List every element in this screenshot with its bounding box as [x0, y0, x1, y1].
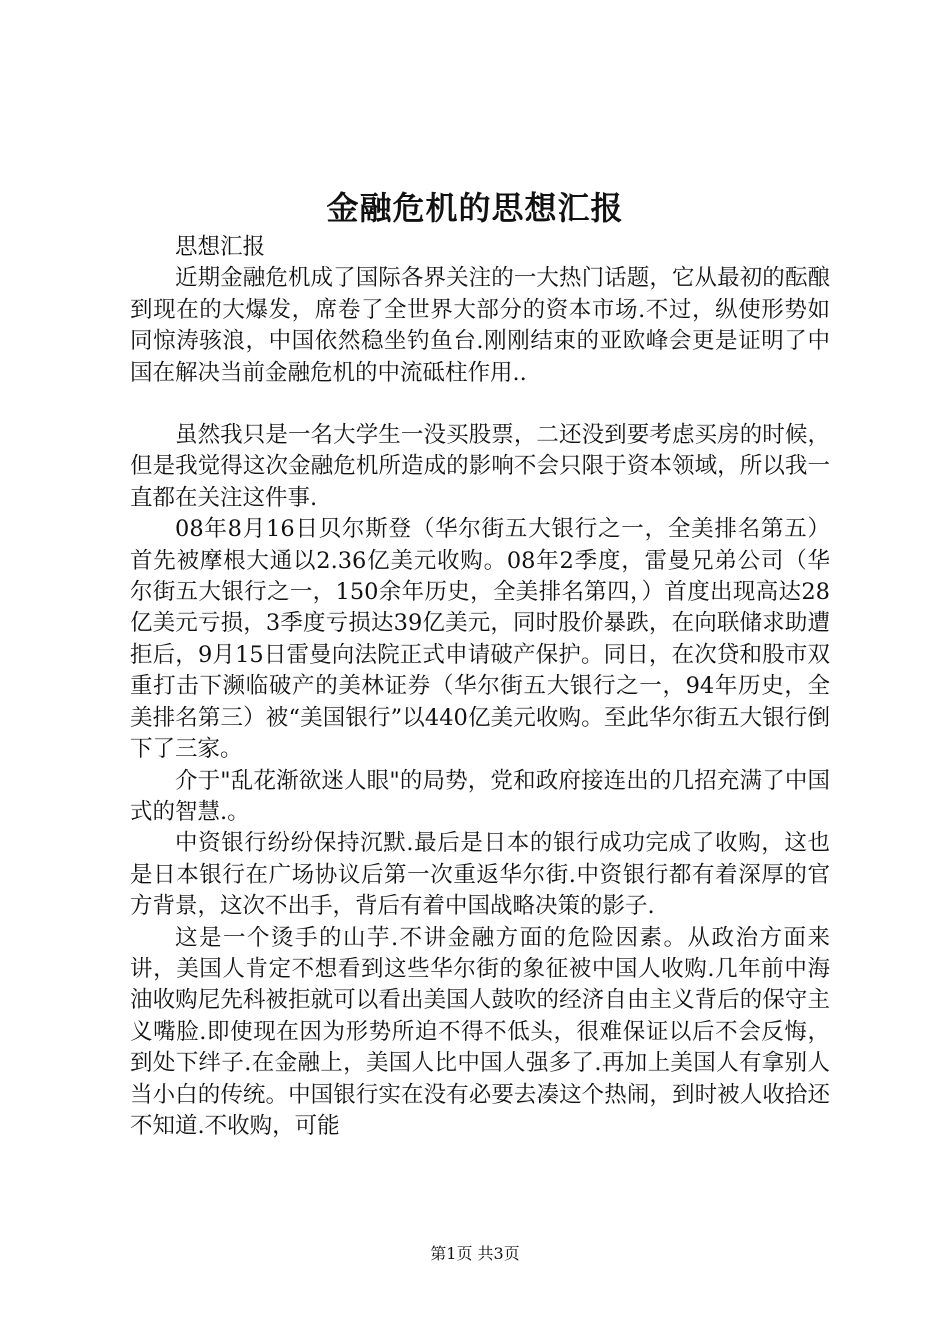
paragraph: 中资银行纷纷保持沉默.最后是日本的银行成功完成了收购，这也是日本银行在广场协议后第一次重返华尔街.中资银行都有着深厚的官方背景，这次不出手，背后有着中国战略决策的影子. [130, 830, 830, 920]
document-title: 金融危机的思想汇报 [326, 189, 624, 227]
paragraph: 08年8月16日贝尔斯登（华尔街五大银行之一，全美排名第五）首先被摩根大通以2.36亿美元收购。08年2季度，雷曼兄弟公司（华尔街五大银行之一，150余年历史，全美排名第四，）首度出现高达28亿美元亏损，3季度亏损达39亿美元，同时股价暴跌，在向联储求助遭拒后，9月15日雷曼向法院正式申请破产保护。同日，在次贷和股市双重打击下濒临破产的美林证券（华尔街五大银行之一，94年历史，全美排名第三）被“美国银行”以440亿美元收购。至此华尔街五大银行倒下了三家。 [130, 516, 830, 763]
paragraph: 近期金融危机成了国际各界关注的一大热门话题，它从最初的酝酿到现在的大爆发，席卷了全世界大部分的资本市场.不过，纵使形势如同惊涛骇浪，中国依然稳坐钓鱼台.刚刚结束的亚欧峰会更是证明了中国在解决当前金融危机的中流砥柱作用.. [130, 265, 830, 386]
paragraph-heading: 思想汇报 [175, 234, 266, 260]
paragraph: 这是一个烫手的山芋.不讲金融方面的危险因素。从政治方面来讲，美国人肯定不想看到这些华尔街的象征被中国人收购.几年前中海油收购尼先科被拒就可以看出美国人鼓吹的经济自由主义背后的保守主义嘴脸.即使现在因为形势所迫不得不低头，很难保证以后不会反悔，到处下绊子.在金融上，美国人比中国人强多了.再加上美国人有拿别人当小白的传统。中国银行实在没有必要去凑这个热闹，到时被人收拾还不知道.不收购，可能 [130, 924, 830, 1139]
paragraph: 虽然我只是一名大学生一没买股票，二还没到要考虑买房的时候，但是我觉得这次金融危机所造成的影响不会只限于资本领域，所以我一直都在关注这件事. [130, 422, 830, 511]
page-footer: 第1页 共3页 [430, 1244, 520, 1263]
paragraph: 介于"乱花渐欲迷人眼"的局势，党和政府接连出的几招充满了中国式的智慧.。 [130, 767, 830, 825]
document-body [130, 232, 830, 1142]
